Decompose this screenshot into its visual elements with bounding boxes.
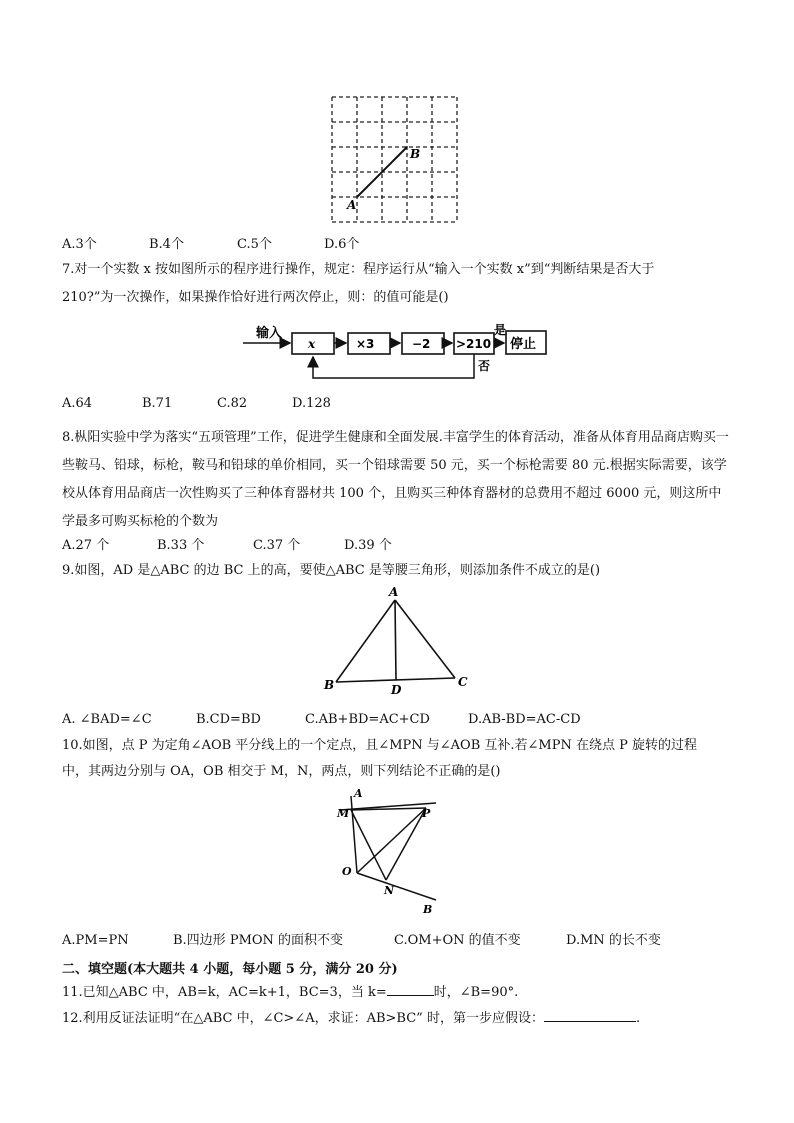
q11-prefix: 11.已知△ABC 中，AB=k，AC=k+1，BC=3，当 k= [62, 985, 387, 1000]
angle-label-p: P [422, 807, 431, 820]
q6-option-a[interactable]: A.3个 [62, 237, 97, 252]
q8-option-c[interactable]: C.37 个 [253, 538, 301, 553]
q10-text-line2: 中，其两边分别与 OA，OB 相交于 M，N，两点，则下列结论不正确的是() [62, 764, 501, 779]
q10-option-b[interactable]: B.四边形 PMON 的面积不变 [173, 933, 344, 948]
q12-suffix: . [635, 1011, 641, 1026]
flow-box-stop-text: 停止 [510, 337, 537, 352]
q7-option-b[interactable]: B.71 [142, 396, 173, 411]
q7-option-a[interactable]: A.64 [62, 396, 93, 411]
angle-label-n: N [384, 884, 395, 897]
triangle-label-b: B [324, 678, 335, 692]
flow-input-label: 输入 [256, 326, 283, 341]
q11-answer-blank[interactable] [387, 982, 434, 996]
angle-label-o: O [342, 865, 352, 878]
q12-prefix: 12.利用反证法证明“在△ABC 中，∠C>∠A，求证：AB>BC” 时，第一步应假设： [62, 1011, 544, 1026]
flowchart [238, 322, 558, 384]
q8-option-b[interactable]: B.33 个 [157, 538, 205, 553]
q7-text-line2: 210?”为一次操作，如果操作恰好进行两次停止，则：的值可能是() [62, 290, 449, 305]
q9-option-a[interactable]: A. ∠BAD=∠C [62, 712, 152, 727]
q8-option-d[interactable]: D.39 个 [344, 538, 392, 553]
triangle-label-c: C [458, 675, 468, 689]
q10-option-c[interactable]: C.OM+ON 的值不变 [394, 933, 521, 948]
triangle-label-d: D [391, 683, 402, 697]
q12-answer-blank[interactable] [544, 1008, 636, 1022]
triangle-figure [318, 584, 478, 698]
q9-option-d[interactable]: D.AB-BD=AC-CD [468, 712, 581, 727]
angle-label-b: B [423, 903, 433, 916]
q7-option-c[interactable]: C.82 [217, 396, 248, 411]
q10-text-line1: 10.如图，点 P 为定角∠AOB 平分线上的一个定点，且∠MPN 与∠AOB 互补.若∠MPN 在绕点 P 旋转的过程 [62, 738, 697, 753]
section-title: 二、填空题(本大题共 4 小题，每小题 5 分，满分 20 分) [62, 962, 398, 977]
q8-option-a[interactable]: A.27 个 [62, 538, 110, 553]
flow-box-compare-text: >210 [456, 337, 492, 351]
q11-suffix: 时，∠B=90°. [433, 985, 519, 1000]
triangle-label-a: A [389, 585, 399, 599]
q7-text-line1: 7.对一个实数 x 按如图所示的程序进行操作，规定：程序运行从“输入一个实数 x”到“判断结果是否大于 [62, 262, 655, 277]
flow-box-x-text: x [308, 337, 316, 351]
q9-option-b[interactable]: B.CD=BD [196, 712, 261, 727]
q12-text [62, 1008, 640, 1028]
point-label-a: A [347, 198, 357, 212]
flow-yes-label: 是 [494, 323, 507, 337]
angle-label-m: M [337, 807, 350, 820]
grid-figure [325, 92, 465, 226]
q10-option-a[interactable]: A.PM=PN [62, 933, 129, 948]
angle-label-a: A [354, 787, 363, 800]
q11-text [62, 982, 518, 1002]
flow-no-label: 否 [478, 359, 491, 373]
point-label-b: B [410, 147, 421, 161]
q6-option-b[interactable]: B.4个 [149, 237, 184, 252]
flow-box-times3-text: ×3 [356, 337, 375, 351]
flow-box-minus2-text: −2 [412, 337, 431, 351]
q6-option-d[interactable]: D.6个 [324, 237, 360, 252]
q9-option-c[interactable]: C.AB+BD=AC+CD [305, 712, 430, 727]
q6-option-c[interactable]: C.5个 [237, 237, 272, 252]
q7-option-d[interactable]: D.128 [292, 396, 331, 411]
angle-figure [332, 786, 452, 920]
q9-text: 9.如图，AD 是△ABC 的边 BC 上的高，要使△ABC 是等腰三角形，则添加条件不成立的是() [62, 563, 601, 578]
q8-text: 8.枞阳实验中学为落实“五项管理”工作，促进学生健康和全面发展.丰富学生的体育活动，准备从体育用品商店购买一些鞍马、铅球，标枪，鞍马和铅球的单价相同，买一个铅球需要 50 元，买一个标枪需要 80 元.根据实际需要，该学校从体育用品商店一次性购买了三种体育器材共 100 个，且购买三种体育器材的总费用不超过 6000 元，则这所中学最多可购买标枪的个数为 [62, 430, 729, 529]
q10-option-d[interactable]: D.MN 的长不变 [566, 933, 661, 948]
